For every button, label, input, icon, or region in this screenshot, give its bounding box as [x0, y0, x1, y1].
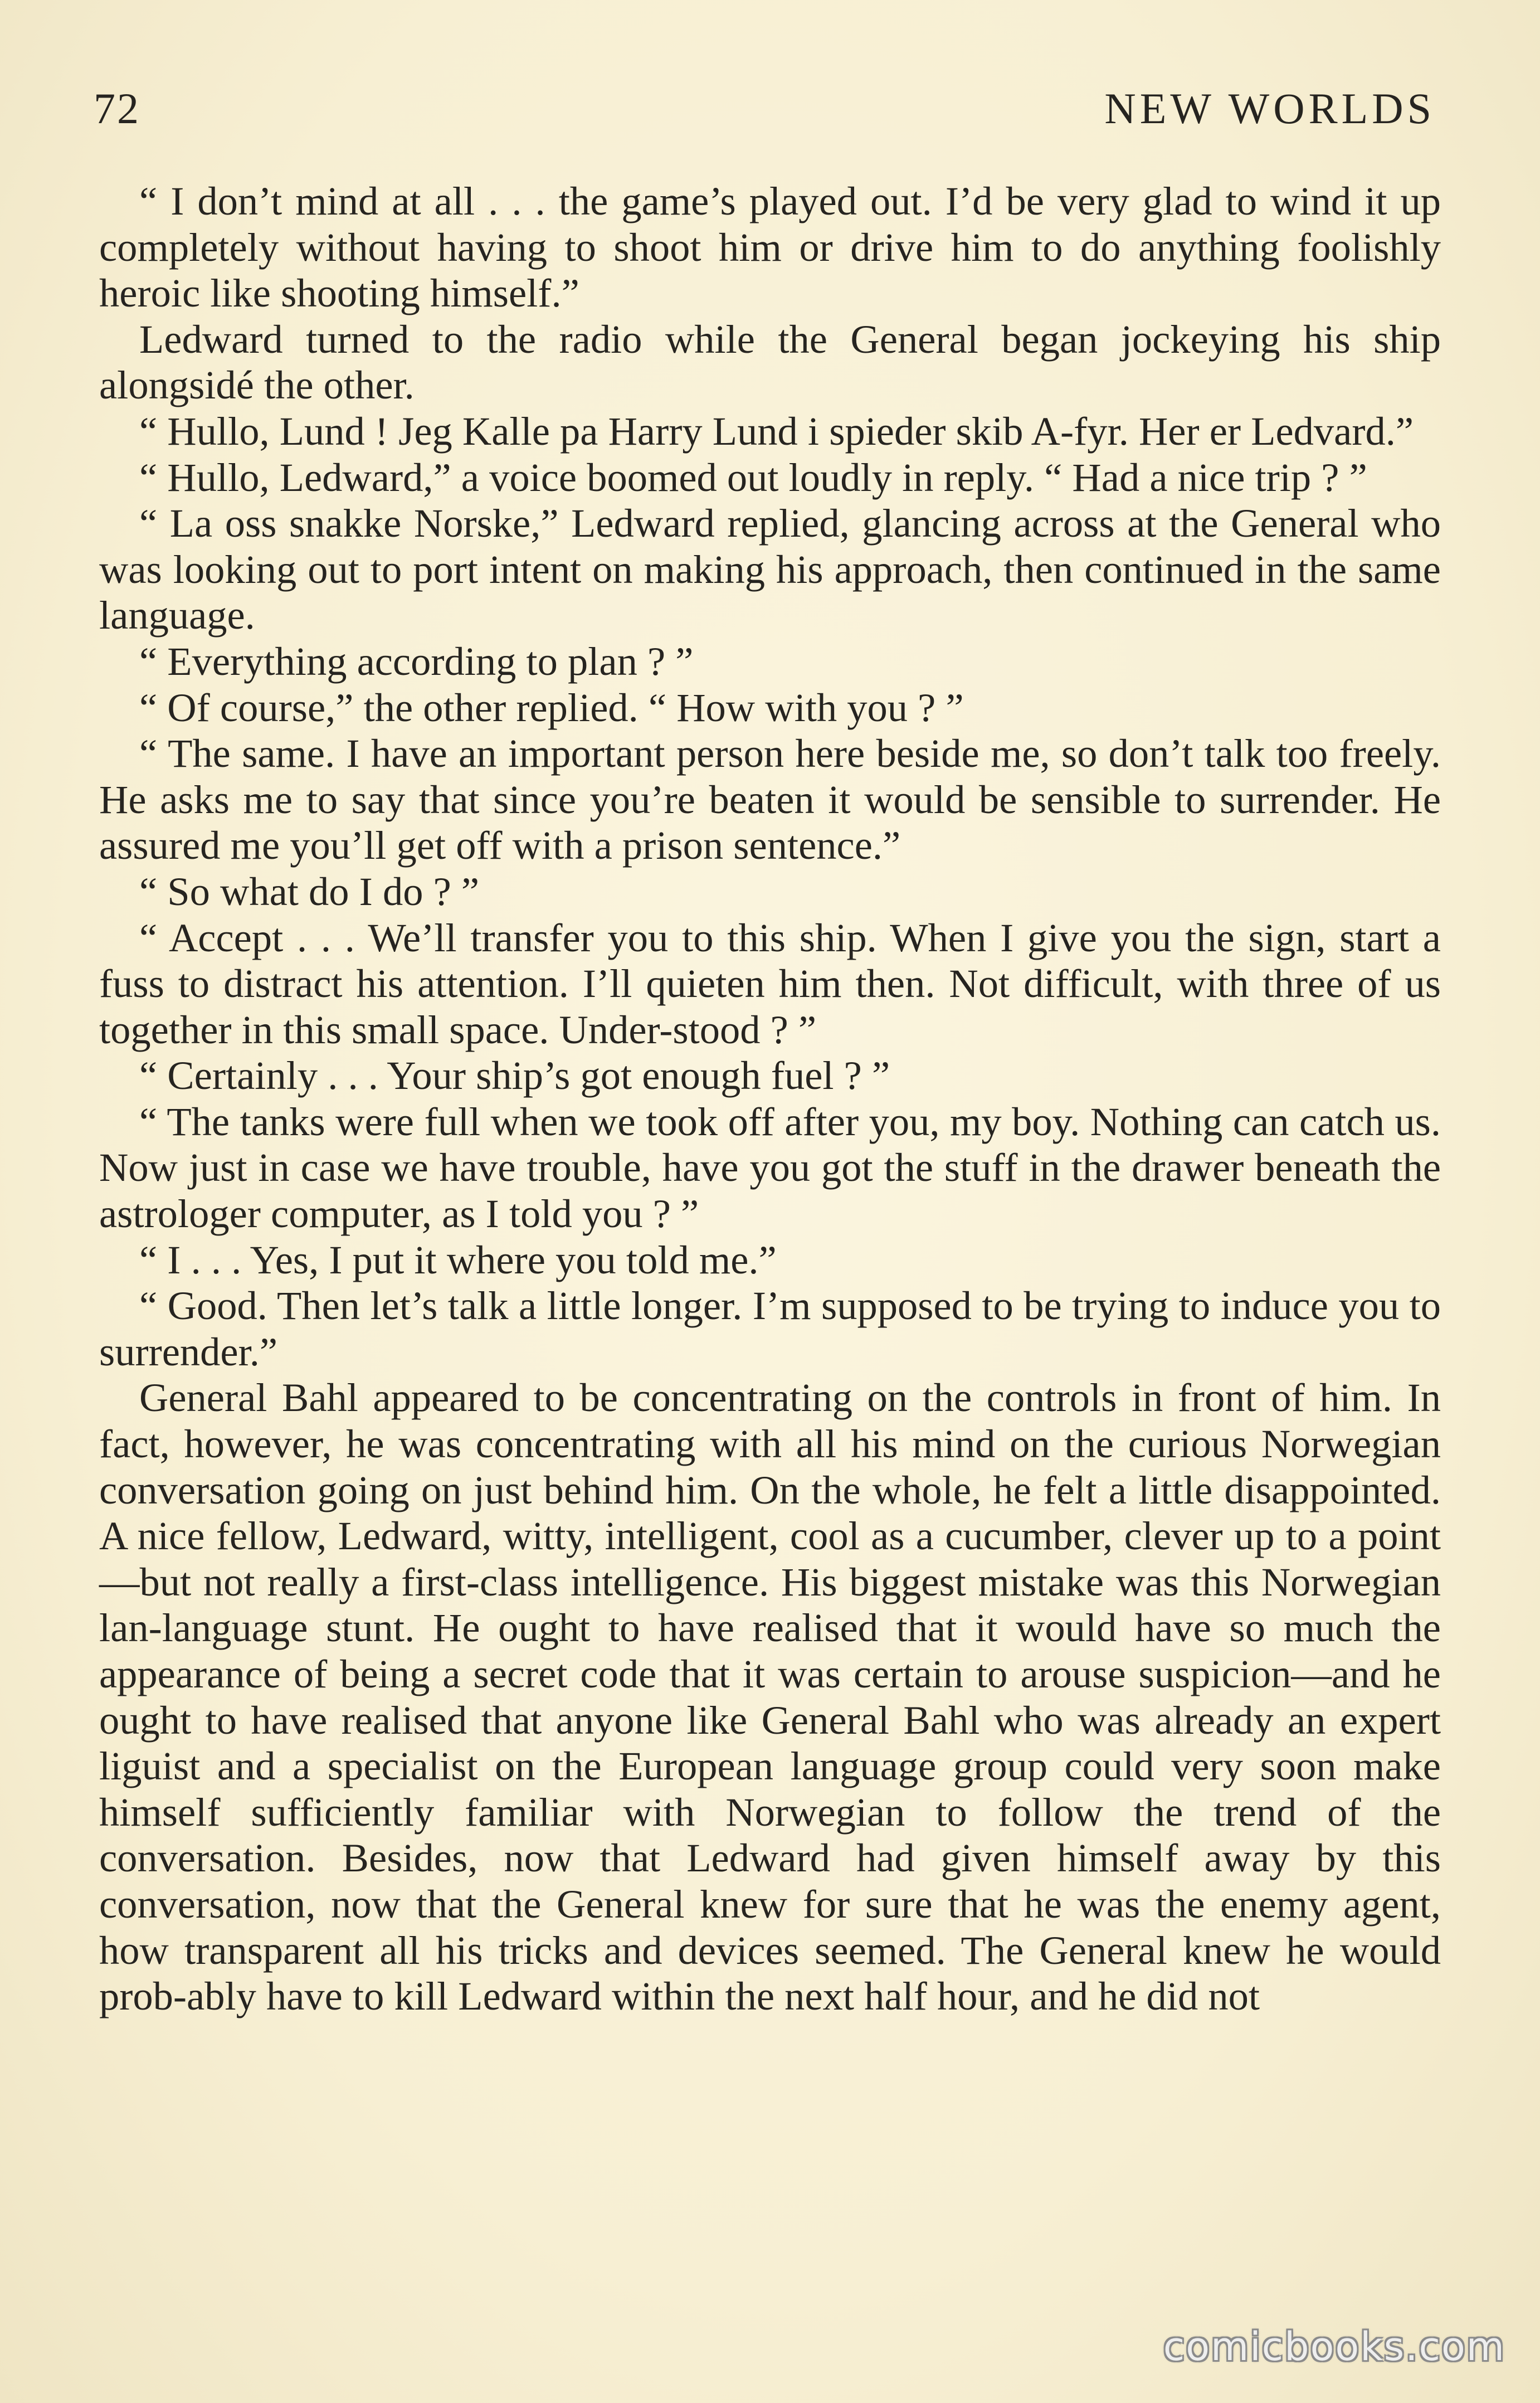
- paragraph: “ La oss snakke Norske,” Ledward replied, glancing across at the General who was looking out to port intent on making his approach, then continued in the same language.: [99, 500, 1441, 638]
- paragraph: “ The tanks were full when we took off after you, my boy. Nothing can catch us. Now just in case we have trouble, have you got the stuff in the drawer beneath the astrologer computer, as I told you ? ”: [99, 1098, 1441, 1237]
- paragraph: “ So what do I do ? ”: [139, 868, 480, 914]
- paragraph: “ Hullo, Ledward,” a voice boomed out loudly in reply. “ Had a nice trip ? ”: [139, 454, 1367, 500]
- paragraph: “ Of course,” the other replied. “ How with you ? ”: [139, 684, 964, 730]
- paragraph: “ The same. I have an important person here beside me, so don’t talk too freely. He asks me to say that since you’re beaten it would be sensible to surrender. He assured me you’ll get off with a prison sentence.”: [99, 731, 1441, 868]
- running-head: NEW WORLDS: [1104, 84, 1435, 133]
- site-watermark: comicbooks.com: [1163, 2324, 1505, 2370]
- page-header: [94, 84, 1435, 139]
- paragraph: “ I . . . Yes, I put it where you told me.”: [139, 1237, 777, 1282]
- paragraph: “ Accept . . . We’ll transfer you to this ship. When I give you the sign, start a fuss to distract his attention. I’ll quieten him then. Not difficult, with three of us together in this small space. Under-stood ? ”: [99, 914, 1441, 1052]
- body-text: [99, 178, 1441, 2020]
- paragraph: General Bahl appeared to be concentrating on the controls in front of him. In fact, however, he was concentrating with all his mind on the curious Norwegian conversation going on just behind him. On the whole, he felt a little disappointed. A nice fellow, Ledward, witty, intelligent, cool as a cucumber, clever up to a point—but not really a first-class intelligence. His biggest mistake was this Norwegian lan-language stunt. He ought to have realised that it would have so much the appearance of being a secret code that it was certain to arouse suspicion—and he ought to have realised that anyone like General Bahl who was already an expert liguist and a specialist on the European language group could very soon make himself sufficiently familiar with Norwegian to follow the trend of the conversation. Besides, now that Ledward had given himself away by this conversation, now that the General knew for sure that he was the enemy agent, how transparent all his tricks and devices seemed. The General knew he would prob-ably have to kill Ledward within the next half hour, and he did not: [99, 1375, 1441, 2019]
- paragraph: “ Certainly . . . Your ship’s got enough fuel ? ”: [139, 1053, 890, 1098]
- paragraph: “ I don’t mind at all . . . the game’s played out. I’d be very glad to wind it up completely without having to shoot him or drive him to do anything foolishly heroic like shooting himself.”: [99, 178, 1441, 316]
- paragraph: “ Hullo, Lund ! Jeg Kalle pa Harry Lund i spieder skib A-fyr. Her er Ledvard.”: [139, 408, 1414, 454]
- page-number: 72: [94, 84, 140, 133]
- paragraph: “ Everything according to plan ? ”: [139, 638, 694, 684]
- paragraph: “ Good. Then let’s talk a little longer. I’m supposed to be trying to induce you to surrender.”: [99, 1283, 1441, 1374]
- paragraph: Ledward turned to the radio while the General began jockeying his ship alongsidé the other.: [99, 316, 1441, 408]
